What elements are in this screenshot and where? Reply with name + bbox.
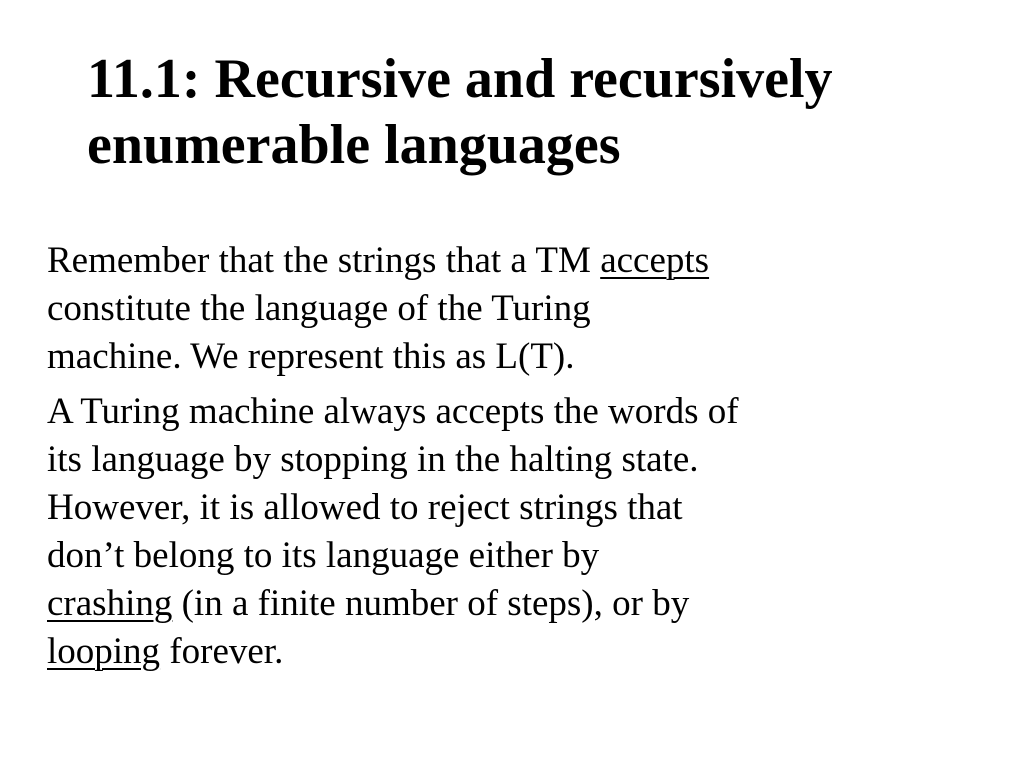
paragraph-line: don’t belong to its language either by: [47, 535, 600, 576]
paragraph-line: A Turing machine always accepts the words of: [47, 391, 739, 432]
term-crashing: crashing: [47, 583, 173, 624]
slide-title: [87, 46, 987, 178]
paragraph-line: its language by stopping in the halting state.: [47, 439, 699, 480]
term-accepts: accepts: [600, 240, 710, 281]
text-run: Remember that the strings that a TM: [47, 240, 601, 281]
paragraph-line: [47, 628, 987, 676]
paragraph-line: However, it is allowed to reject strings that: [47, 487, 683, 528]
paragraph-rejection: [47, 388, 987, 676]
paragraph-line: [47, 237, 987, 285]
slide-title-line-2: enumerable languages: [87, 114, 621, 176]
term-looping: looping: [47, 631, 161, 672]
text-run: forever.: [160, 631, 284, 672]
text-run: (in a finite number of steps), or by: [172, 583, 690, 624]
paragraph-line: constitute the language of the Turing: [47, 288, 591, 329]
paragraph-line: machine. We represent this as L(T).: [47, 336, 575, 377]
paragraph-line: [47, 580, 987, 628]
slide-body: [47, 237, 987, 683]
slide-title-line-1: 11.1: Recursive and recursively: [87, 48, 833, 110]
paragraph-language-of-tm: [47, 237, 987, 381]
